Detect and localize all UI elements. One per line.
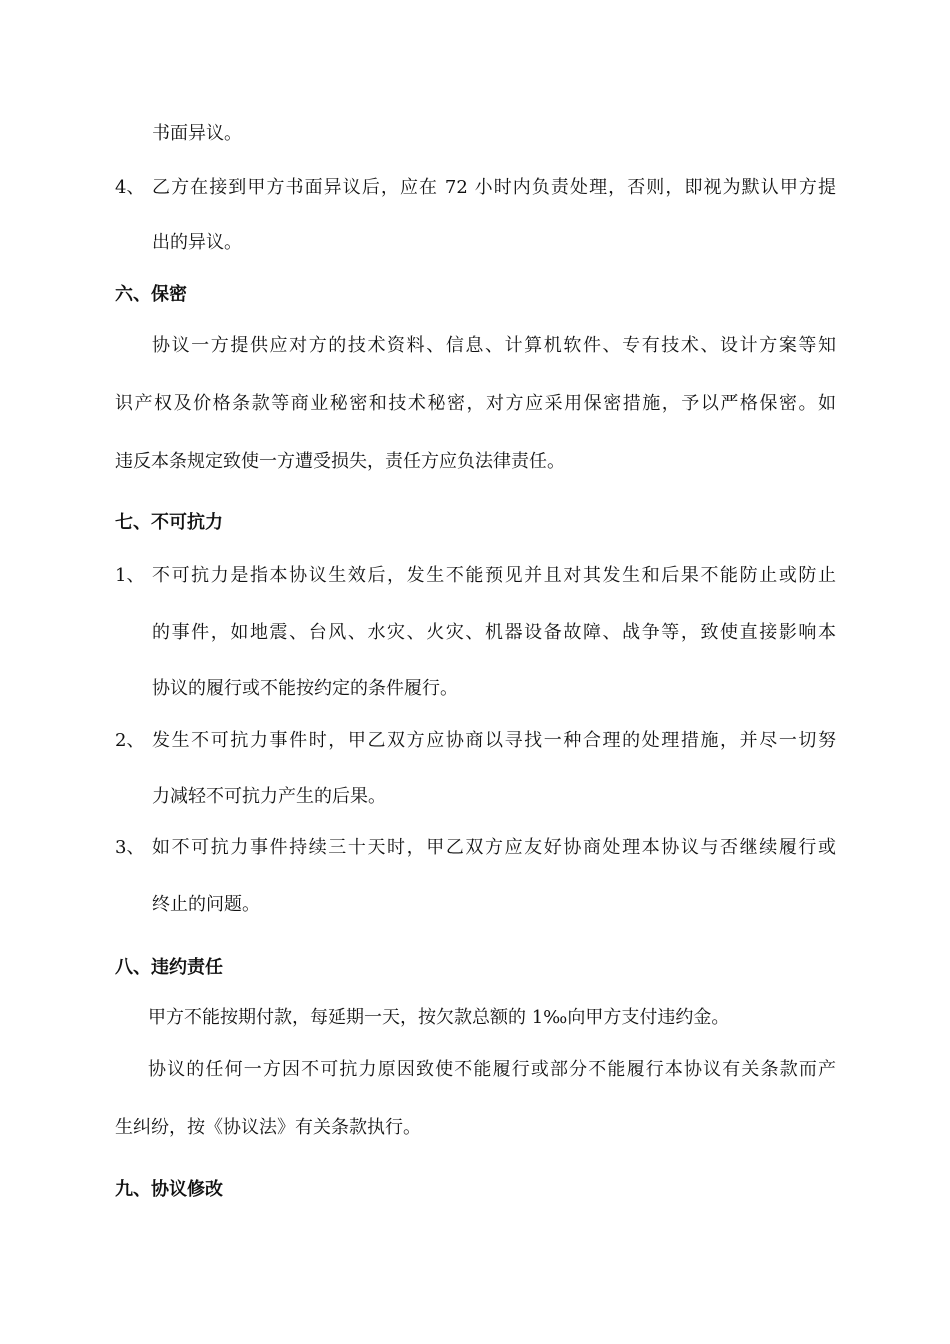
item-number: 2、 xyxy=(115,730,145,751)
section9-heading: 九、协议修改 xyxy=(115,1179,223,1200)
section7-item1-line3: 协议的履行或不能按约定的条件履行。 xyxy=(152,678,458,699)
section6-paragraph-line1: 协议一方提供应对方的技术资料、信息、计算机软件、专有技术、设计方案等知 xyxy=(152,335,836,356)
section7-item2-line1: 发生不可抗力事件时，甲乙双方应协商以寻找一种合理的处理措施，并尽一切努 xyxy=(152,730,836,751)
section6-paragraph-line2: 识产权及价格条款等商业秘密和技术秘密，对方应采用保密措施，予以严格保密。如 xyxy=(115,393,836,414)
section8-heading: 八、违约责任 xyxy=(115,957,223,978)
section7-item1-line1: 不可抗力是指本协议生效后，发生不能预见并且对其发生和后果不能防止或防止 xyxy=(152,565,836,586)
section7-item2-line2: 力减轻不可抗力产生的后果。 xyxy=(152,786,386,807)
section7-item3-line2: 终止的问题。 xyxy=(152,894,260,915)
item-number: 1、 xyxy=(115,565,145,586)
section7-item1-line2: 的事件，如地震、台风、水灾、火灾、机器设备故障、战争等，致使直接影响本 xyxy=(152,622,836,643)
section8-paragraph2-line2: 生纠纷，按《协议法》有关条款执行。 xyxy=(115,1117,421,1138)
section5-tail-text: 书面异议。 xyxy=(152,123,242,144)
section7-item3-line1: 如不可抗力事件持续三十天时，甲乙双方应友好协商处理本协议与否继续履行或 xyxy=(152,837,836,858)
section5-item4-line2: 出的异议。 xyxy=(152,232,242,253)
section5-item4-line1: 乙方在接到甲方书面异议后，应在 72 小时内负责处理，否则，即视为默认甲方提 xyxy=(152,177,836,198)
section7-heading: 七、不可抗力 xyxy=(115,512,223,533)
section8-paragraph1: 甲方不能按期付款，每延期一天，按欠款总额的 1‰向甲方支付违约金。 xyxy=(148,1007,730,1028)
section8-paragraph2-line1: 协议的任何一方因不可抗力原因致使不能履行或部分不能履行本协议有关条款而产 xyxy=(148,1059,836,1080)
section6-heading: 六、保密 xyxy=(115,284,187,305)
item-number: 4、 xyxy=(115,177,145,198)
section6-paragraph-line3: 违反本条规定致使一方遭受损失，责任方应负法律责任。 xyxy=(115,451,565,472)
item-number: 3、 xyxy=(115,837,145,858)
